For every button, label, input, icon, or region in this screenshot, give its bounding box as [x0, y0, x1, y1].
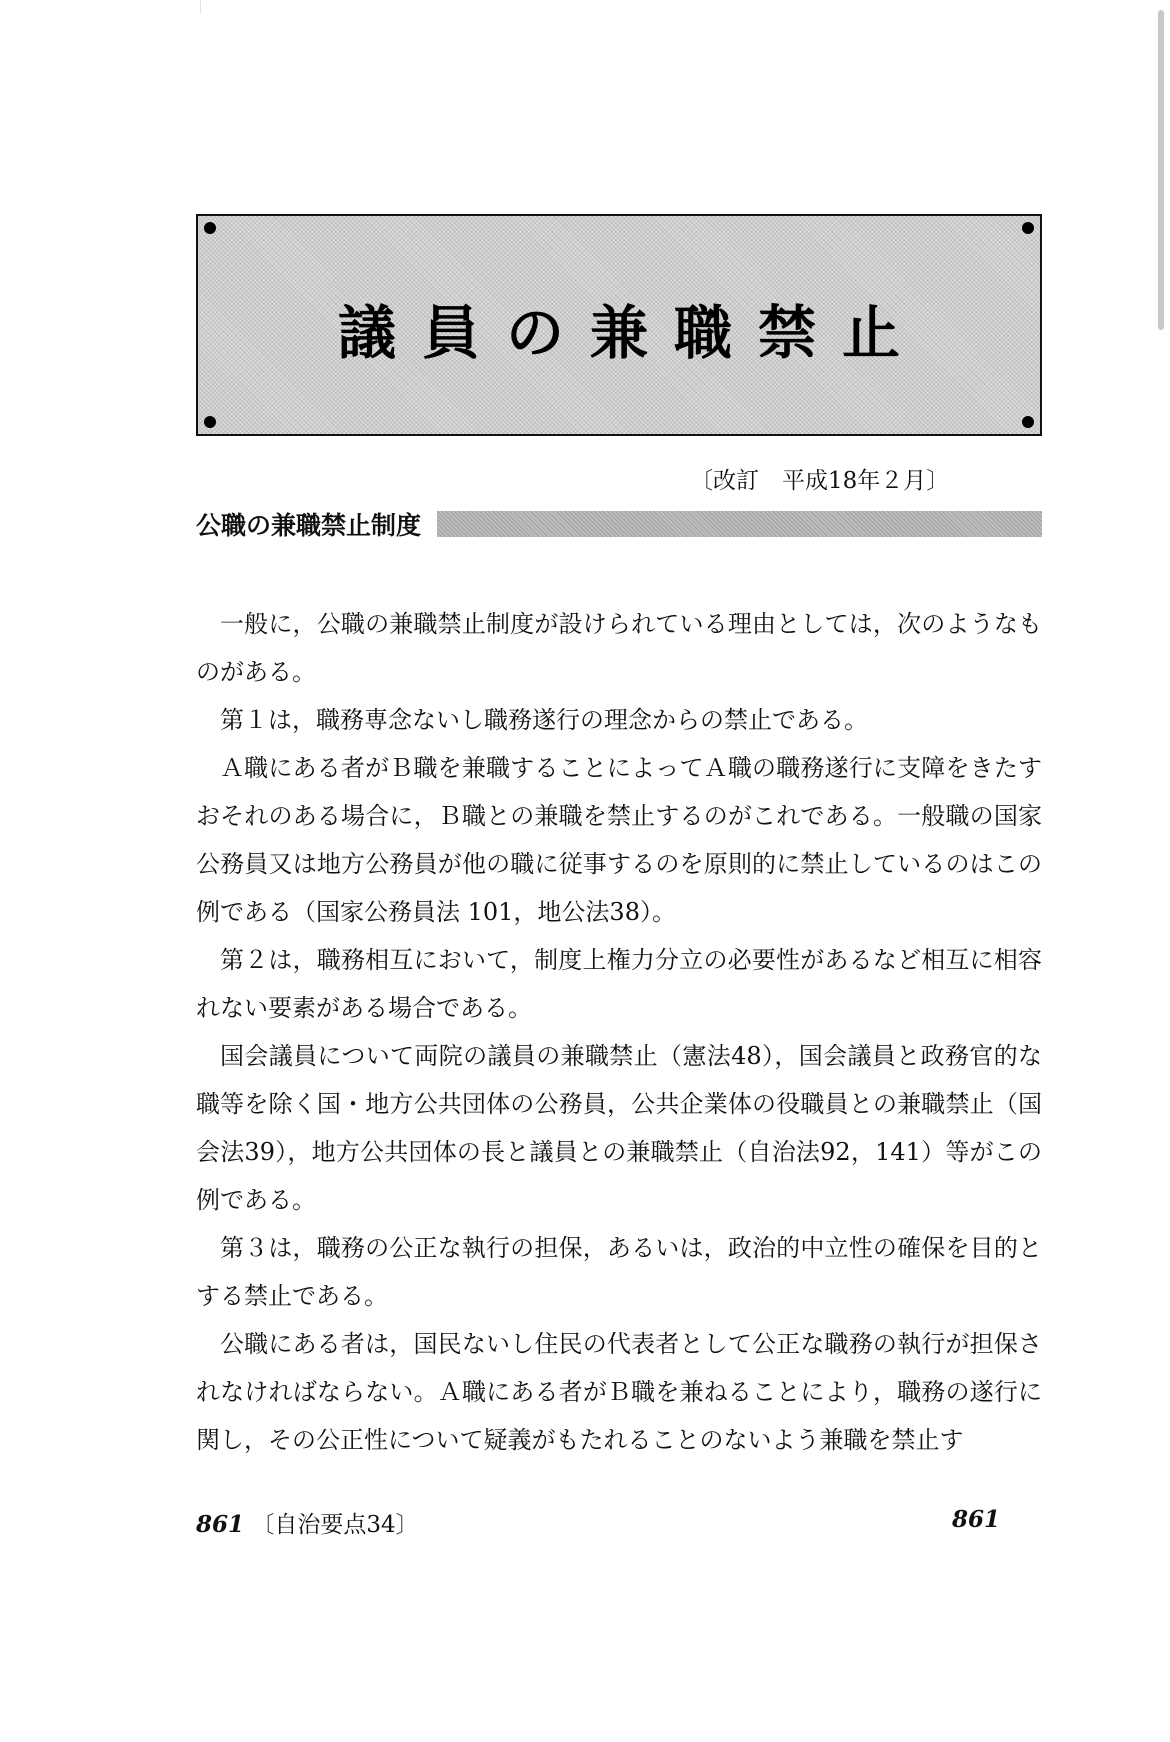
paragraph: Ａ職にある者がＢ職を兼職することによってＡ職の職務遂行に支障をきたすおそれのある場合に，Ｂ職との兼職を禁止するのがこれである。一般職の国家公務員又は地方公務員が他の職に従事するのを原則的に禁止しているのはこの例である（国家公務員法 101，地公法38）。	[196, 754, 1042, 926]
footer-left-page-number: 861	[196, 1511, 245, 1538]
page-edge-mark	[200, 0, 221, 14]
paragraph: 公職にある者は，国民ないし住民の代表者として公正な職務の執行が担保されなければならない。Ａ職にある者がＢ職を兼ねることにより，職務の遂行に関し，その公正性について疑義がもたれることのないよう兼職を禁止す	[196, 1330, 1042, 1454]
body-text	[196, 600, 1042, 1464]
section-heading-bar	[437, 511, 1042, 537]
rivet-bottom-right	[1022, 416, 1034, 428]
footer-right-page-number: 861	[952, 1506, 1001, 1533]
section-heading-label: 公職の兼職禁止制度	[196, 511, 422, 540]
rivet-top-left	[204, 222, 216, 234]
scrollbar[interactable]	[1158, 10, 1164, 330]
paragraph: 一般に，公職の兼職禁止制度が設けられている理由としては，次のようなものがある。	[196, 610, 1042, 686]
paragraph: 第２は，職務相互において，制度上権力分立の必要性があるなど相互に相容れない要素がある場合である。	[196, 946, 1042, 1022]
paragraph: 第１は，職務専念ないし職務遂行の理念からの禁止である。	[220, 706, 868, 734]
paragraph: 第３は，職務の公正な執行の担保，あるいは，政治的中立性の確保を目的とする禁止である。	[196, 1234, 1042, 1310]
footer-left	[196, 1506, 419, 1539]
revision-note: 〔改訂 平成18年２月〕	[690, 468, 950, 494]
title-plate	[196, 214, 1042, 436]
paragraph: 国会議員について両院の議員の兼職禁止（憲法48），国会議員と政務官的な職等を除く国・地方公共団体の公務員，公共企業体の役職員との兼職禁止（国会法39），地方公共団体の長と議員との兼職禁止（自治法92，141）等がこの例である。	[196, 1042, 1042, 1214]
section-heading	[196, 507, 1042, 541]
footer-left-label: 〔自治要点34〕	[251, 1512, 419, 1538]
rivet-top-right	[1022, 222, 1034, 234]
page-title: 議員の兼職禁止	[337, 299, 926, 367]
rivet-bottom-left	[204, 416, 216, 428]
